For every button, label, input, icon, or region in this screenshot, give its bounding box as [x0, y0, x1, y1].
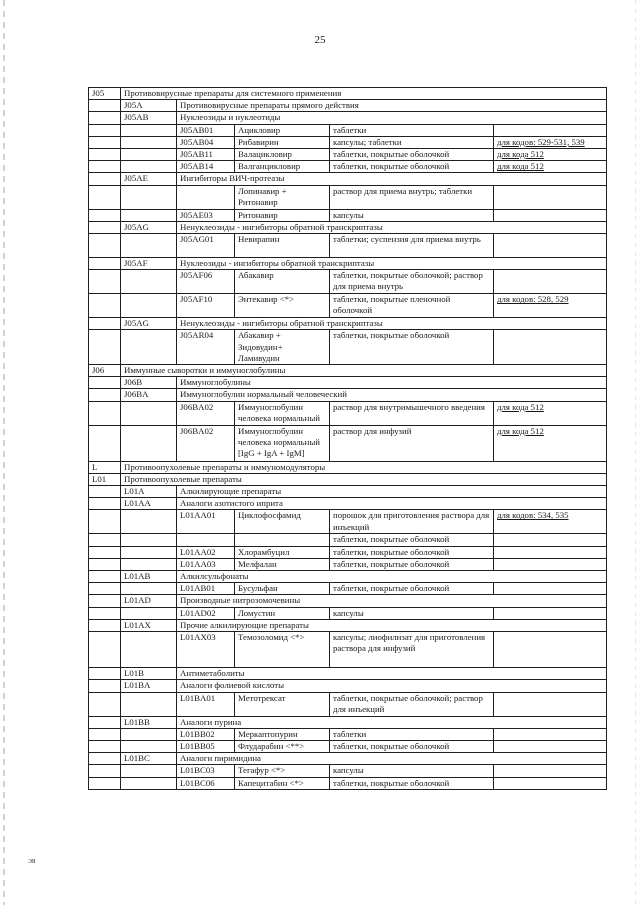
indent-cell: [89, 112, 121, 124]
dosage-form-cell: капсулы: [330, 607, 494, 619]
subgroup-code-cell: J05AG: [121, 221, 177, 233]
indent-cell: [121, 728, 177, 740]
drug-name-cell: Лопинавир + Ритонавир: [235, 185, 330, 209]
table-row: [89, 173, 607, 185]
indent-cell: [89, 510, 121, 534]
drug-name-cell: [235, 534, 330, 546]
indent-cell: [89, 632, 121, 668]
subgroup-name-cell: Нуклеозиды и нуклеотиды: [177, 112, 607, 124]
atc-code-cell: J05AB01: [177, 124, 235, 136]
drug-name-cell: Абакавир + Зидовудин+ Ламивудин: [235, 330, 330, 365]
dosage-form-cell: таблетки: [330, 124, 494, 136]
subgroup-code-cell: L01AB: [121, 571, 177, 583]
indent-cell: [121, 330, 177, 365]
subgroup-name-cell: Иммуноглобулины: [177, 377, 607, 389]
drug-name-cell: Рибавирин: [235, 136, 330, 148]
group-name-cell: Противоопухолевые препараты и иммуномодуляторы: [121, 461, 607, 473]
indent-cell: [89, 498, 121, 510]
indent-cell: [121, 161, 177, 173]
indent-cell: [89, 607, 121, 619]
group-name-cell: Противовирусные препараты для системного применения: [121, 88, 607, 100]
table-row: [89, 185, 607, 209]
subgroup-name-cell: Аналоги пиримидина: [177, 753, 607, 765]
indent-cell: [89, 294, 121, 318]
drug-name-cell: Валганцикловир: [235, 161, 330, 173]
table-row: [89, 100, 607, 112]
note-cell: [494, 583, 607, 595]
indent-cell: [89, 571, 121, 583]
table-row: [89, 258, 607, 270]
drug-name-cell: Ацикловир: [235, 124, 330, 136]
atc-code-cell: L01AB01: [177, 583, 235, 595]
table-row: [89, 740, 607, 752]
table-row: [89, 294, 607, 318]
indent-cell: [89, 258, 121, 270]
note-cell: [494, 765, 607, 777]
note-cell: [494, 330, 607, 365]
table-row: [89, 318, 607, 330]
group-code-cell: J05: [89, 88, 121, 100]
dosage-form-cell: таблетки, покрытые оболочкой: [330, 546, 494, 558]
indent-cell: [89, 221, 121, 233]
indent-cell: [121, 740, 177, 752]
drug-name-cell: Иммуноглобулин человека нормальный [IgG + IgA + IgM]: [235, 425, 330, 461]
atc-code-cell: L01AA03: [177, 558, 235, 570]
table-row: [89, 425, 607, 461]
indent-cell: [121, 294, 177, 318]
dosage-form-cell: таблетки, покрытые оболочкой: [330, 583, 494, 595]
indent-cell: [121, 765, 177, 777]
drug-name-cell: Хлорамбуцил: [235, 546, 330, 558]
table-row: [89, 461, 607, 473]
indent-cell: [89, 765, 121, 777]
subgroup-name-cell: Ненуклеозиды - ингибиторы обратной транскриптазы: [177, 318, 607, 330]
indent-cell: [89, 136, 121, 148]
indent-cell: [121, 234, 177, 258]
indent-cell: [89, 234, 121, 258]
indent-cell: [89, 330, 121, 365]
note-cell: [494, 534, 607, 546]
table-row: [89, 680, 607, 692]
table-row: [89, 765, 607, 777]
indent-cell: [121, 692, 177, 716]
subgroup-code-cell: J05A: [121, 100, 177, 112]
indent-cell: [89, 209, 121, 221]
drug-name-cell: Энтекавир <*>: [235, 294, 330, 318]
indent-cell: [121, 534, 177, 546]
dosage-form-cell: капсулы; таблетки: [330, 136, 494, 148]
indent-cell: [121, 209, 177, 221]
dosage-form-cell: капсулы; лиофилизат для приготовления раствора для инфузий: [330, 632, 494, 668]
table-row: [89, 149, 607, 161]
table-row: [89, 777, 607, 789]
indent-cell: [89, 740, 121, 752]
drug-name-cell: Ритонавир: [235, 209, 330, 221]
drug-name-cell: Бусульфан: [235, 583, 330, 595]
dosage-form-cell: таблетки, покрытые оболочкой: [330, 161, 494, 173]
indent-cell: [89, 777, 121, 789]
note-cell: [494, 558, 607, 570]
indent-cell: [89, 728, 121, 740]
indent-cell: [89, 534, 121, 546]
drug-name-cell: Тегафур <*>: [235, 765, 330, 777]
atc-code-cell: J05AB11: [177, 149, 235, 161]
indent-cell: [121, 185, 177, 209]
dosage-form-cell: таблетки, покрытые пленочной оболочкой: [330, 294, 494, 318]
indent-cell: [121, 425, 177, 461]
drug-name-cell: Иммуноглобулин человека нормальный: [235, 401, 330, 425]
subgroup-name-cell: Аналоги пурина: [177, 716, 607, 728]
atc-code-cell: J06BA02: [177, 401, 235, 425]
indent-cell: [121, 124, 177, 136]
subgroup-name-cell: Противовирусные препараты прямого действия: [177, 100, 607, 112]
group-code-cell: J06: [89, 365, 121, 377]
subgroup-name-cell: Антиметаболиты: [177, 668, 607, 680]
table-row: [89, 571, 607, 583]
scan-edge-left: [3, 0, 5, 905]
table-row: [89, 546, 607, 558]
dosage-form-cell: раствор для приема внутрь; таблетки: [330, 185, 494, 209]
subgroup-name-cell: Нуклеозиды - ингибиторы обратной транскриптазы: [177, 258, 607, 270]
indent-cell: [89, 173, 121, 185]
atc-code-cell: L01BA01: [177, 692, 235, 716]
subgroup-code-cell: L01B: [121, 668, 177, 680]
dosage-form-cell: таблетки: [330, 728, 494, 740]
note-cell: [494, 740, 607, 752]
atc-code-cell: J05AG01: [177, 234, 235, 258]
group-code-cell: L01: [89, 473, 121, 485]
table-row: [89, 534, 607, 546]
note-cell: [494, 185, 607, 209]
dosage-form-cell: таблетки, покрытые оболочкой; раствор для приема внутрь: [330, 270, 494, 294]
table-row: [89, 607, 607, 619]
subgroup-code-cell: L01BC: [121, 753, 177, 765]
indent-cell: [89, 425, 121, 461]
note-cell: [494, 124, 607, 136]
note-cell: для кодов: 529-531, 539: [494, 136, 607, 148]
note-cell: для кода 512: [494, 425, 607, 461]
indent-cell: [121, 546, 177, 558]
subgroup-code-cell: L01AA: [121, 498, 177, 510]
indent-cell: [121, 607, 177, 619]
note-cell: [494, 546, 607, 558]
subgroup-code-cell: L01BA: [121, 680, 177, 692]
table-row: [89, 473, 607, 485]
indent-cell: [89, 318, 121, 330]
indent-cell: [89, 680, 121, 692]
subgroup-name-cell: Аналоги фолиевой кислоты: [177, 680, 607, 692]
atc-code-cell: L01AX03: [177, 632, 235, 668]
indent-cell: [89, 149, 121, 161]
drug-name-cell: Темозоломид <*>: [235, 632, 330, 668]
subgroup-code-cell: J05AG: [121, 318, 177, 330]
table-row: [89, 161, 607, 173]
subgroup-name-cell: Аналоги азотистого иприта: [177, 498, 607, 510]
atc-code-cell: J05AB04: [177, 136, 235, 148]
table-row: [89, 377, 607, 389]
subgroup-name-cell: Ингибиторы ВИЧ-протеазы: [177, 173, 607, 185]
indent-cell: [121, 401, 177, 425]
table-row: [89, 221, 607, 233]
subgroup-code-cell: L01AD: [121, 595, 177, 607]
indent-cell: [89, 716, 121, 728]
table-row: [89, 270, 607, 294]
note-cell: [494, 632, 607, 668]
dosage-form-cell: таблетки; суспензия для приема внутрь: [330, 234, 494, 258]
indent-cell: [121, 149, 177, 161]
indent-cell: [89, 124, 121, 136]
subgroup-code-cell: L01BB: [121, 716, 177, 728]
dosage-form-cell: таблетки, покрытые оболочкой: [330, 558, 494, 570]
table-row: [89, 209, 607, 221]
subgroup-name-cell: Алкилсульфонаты: [177, 571, 607, 583]
table-row: [89, 365, 607, 377]
table-row: [89, 668, 607, 680]
indent-cell: [89, 270, 121, 294]
indent-cell: [89, 692, 121, 716]
dosage-form-cell: раствор для инфузий: [330, 425, 494, 461]
subgroup-code-cell: J06BA: [121, 389, 177, 401]
indent-cell: [89, 486, 121, 498]
dosage-form-cell: таблетки, покрытые оболочкой: [330, 149, 494, 161]
subgroup-code-cell: J05AB: [121, 112, 177, 124]
table-row: [89, 753, 607, 765]
indent-cell: [121, 558, 177, 570]
dosage-form-cell: капсулы: [330, 765, 494, 777]
table-row: [89, 558, 607, 570]
table-row: [89, 112, 607, 124]
note-cell: для кода 512: [494, 149, 607, 161]
note-cell: [494, 777, 607, 789]
atc-code-cell: L01AD02: [177, 607, 235, 619]
atc-code-cell: L01AA02: [177, 546, 235, 558]
indent-cell: [121, 632, 177, 668]
atc-code-cell: L01BC03: [177, 765, 235, 777]
dosage-form-cell: таблетки, покрытые оболочкой: [330, 534, 494, 546]
dosage-form-cell: таблетки, покрытые оболочкой: [330, 330, 494, 365]
indent-cell: [89, 161, 121, 173]
table-row: [89, 389, 607, 401]
note-cell: [494, 607, 607, 619]
table-row: [89, 619, 607, 631]
dosage-form-cell: раствор для внутримышечного введения: [330, 401, 494, 425]
note-cell: для кодов: 528, 529: [494, 294, 607, 318]
note-cell: для кодов: 534, 535: [494, 510, 607, 534]
table-row: [89, 401, 607, 425]
table-row: [89, 595, 607, 607]
indent-cell: [89, 558, 121, 570]
indent-cell: [89, 389, 121, 401]
atc-code-cell: J05AB14: [177, 161, 235, 173]
atc-code-cell: L01AA01: [177, 510, 235, 534]
indent-cell: [89, 753, 121, 765]
subgroup-name-cell: Иммуноглобулин нормальный человеческий: [177, 389, 607, 401]
atc-code-cell: L01BB02: [177, 728, 235, 740]
drug-name-cell: Мелфалан: [235, 558, 330, 570]
table-row: [89, 124, 607, 136]
dosage-form-cell: таблетки, покрытые оболочкой: [330, 777, 494, 789]
table-row: [89, 632, 607, 668]
note-cell: [494, 728, 607, 740]
indent-cell: [121, 583, 177, 595]
note-cell: для кода 512: [494, 161, 607, 173]
table-row: [89, 728, 607, 740]
subgroup-code-cell: J05AF: [121, 258, 177, 270]
indent-cell: [89, 377, 121, 389]
subgroup-name-cell: Производные нитрозомочевины: [177, 595, 607, 607]
indent-cell: [89, 185, 121, 209]
table-row: [89, 486, 607, 498]
indent-cell: [89, 401, 121, 425]
indent-cell: [121, 136, 177, 148]
note-cell: [494, 270, 607, 294]
table-row: [89, 716, 607, 728]
indent-cell: [89, 546, 121, 558]
dosage-form-cell: таблетки, покрытые оболочкой; раствор для инъекций: [330, 692, 494, 716]
drug-name-cell: Метотрексат: [235, 692, 330, 716]
indent-cell: [121, 777, 177, 789]
table-row: [89, 498, 607, 510]
atc-code-cell: L01BB05: [177, 740, 235, 752]
table-row: [89, 330, 607, 365]
drug-name-cell: Циклофосфамид: [235, 510, 330, 534]
indent-cell: [89, 668, 121, 680]
drug-name-cell: Абакавир: [235, 270, 330, 294]
indent-cell: [89, 595, 121, 607]
note-cell: [494, 209, 607, 221]
footer-mark: ЭЯ: [28, 859, 36, 865]
table-row: [89, 136, 607, 148]
indent-cell: [121, 510, 177, 534]
page-number: 25: [314, 34, 326, 46]
subgroup-code-cell: J06B: [121, 377, 177, 389]
subgroup-code-cell: L01AX: [121, 619, 177, 631]
table-row: [89, 692, 607, 716]
group-code-cell: L: [89, 461, 121, 473]
drug-name-cell: Валацикловир: [235, 149, 330, 161]
indent-cell: [89, 619, 121, 631]
note-cell: [494, 692, 607, 716]
subgroup-code-cell: L01A: [121, 486, 177, 498]
note-cell: для кода 512: [494, 401, 607, 425]
indent-cell: [89, 583, 121, 595]
drug-name-cell: Капецитабин <*>: [235, 777, 330, 789]
note-cell: [494, 234, 607, 258]
atc-code-cell: J05AF06: [177, 270, 235, 294]
drug-classification-table: [88, 87, 607, 790]
group-name-cell: Иммунные сыворотки и иммуноглобулины: [121, 365, 607, 377]
drug-name-cell: Ломустин: [235, 607, 330, 619]
subgroup-name-cell: Ненуклеозиды - ингибиторы обратной транскриптазы: [177, 221, 607, 233]
atc-code-cell: [177, 185, 235, 209]
atc-code-cell: J05AF10: [177, 294, 235, 318]
drug-name-cell: Невирапин: [235, 234, 330, 258]
subgroup-code-cell: J05AE: [121, 173, 177, 185]
indent-cell: [89, 100, 121, 112]
atc-code-cell: [177, 534, 235, 546]
atc-code-cell: J05AR04: [177, 330, 235, 365]
table-row: [89, 510, 607, 534]
dosage-form-cell: капсулы: [330, 209, 494, 221]
group-name-cell: Противоопухолевые препараты: [121, 473, 607, 485]
atc-code-cell: J06BA02: [177, 425, 235, 461]
drug-name-cell: Меркаптопурин: [235, 728, 330, 740]
dosage-form-cell: порошок для приготовления раствора для инъекций: [330, 510, 494, 534]
scan-edge-right: [635, 0, 636, 905]
atc-code-cell: L01BC06: [177, 777, 235, 789]
table-row: [89, 583, 607, 595]
drug-name-cell: Флударабин <**>: [235, 740, 330, 752]
atc-code-cell: J05AE03: [177, 209, 235, 221]
dosage-form-cell: таблетки, покрытые оболочкой: [330, 740, 494, 752]
subgroup-name-cell: Алкилирующие препараты: [177, 486, 607, 498]
subgroup-name-cell: Прочие алкилирующие препараты: [177, 619, 607, 631]
table-row: [89, 234, 607, 258]
indent-cell: [121, 270, 177, 294]
table-row: [89, 88, 607, 100]
